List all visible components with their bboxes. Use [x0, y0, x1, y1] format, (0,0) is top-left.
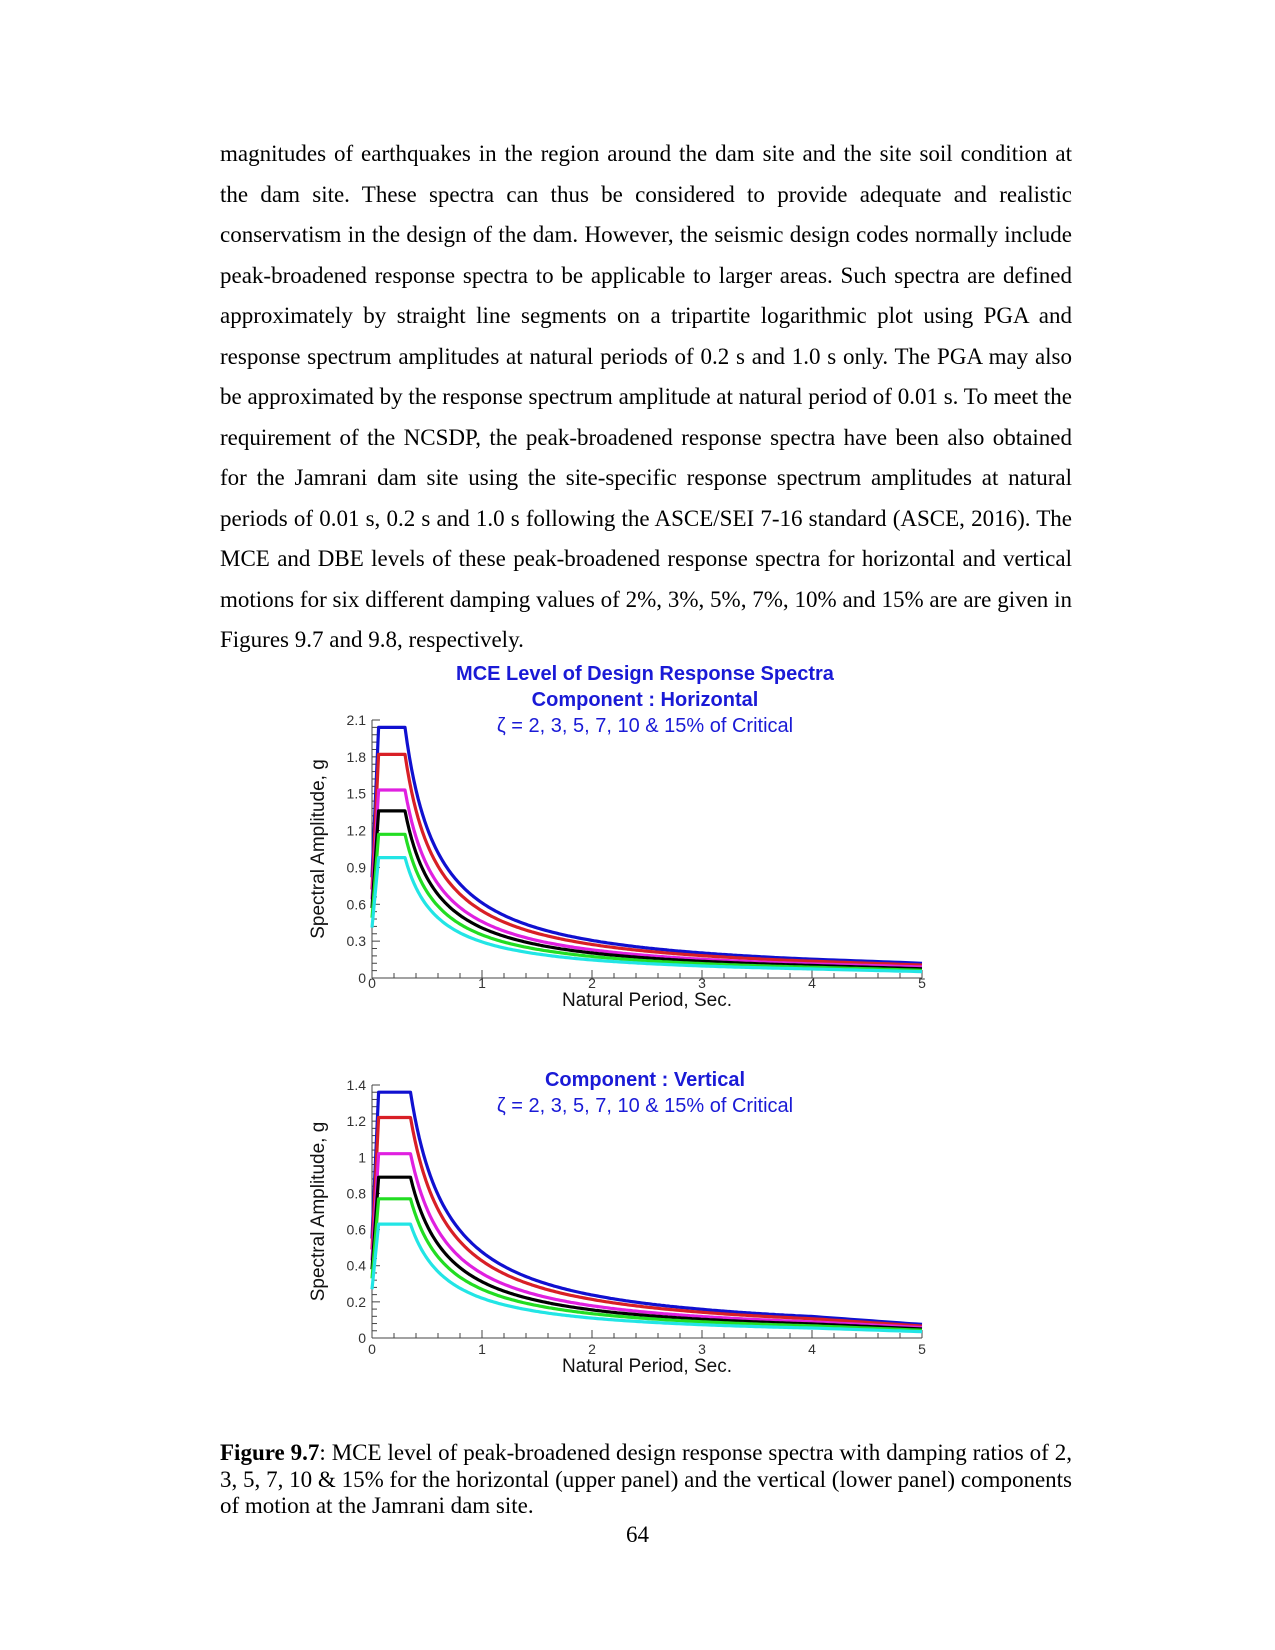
y-tick-label: 0.4 [346, 1257, 366, 1274]
x-tick-label: 3 [698, 975, 706, 991]
y-tick-label: 1.5 [346, 785, 366, 802]
y-tick-label: 0 [358, 1330, 366, 1346]
series-line [372, 754, 922, 965]
y-tick-label: 0.8 [346, 1185, 366, 1202]
x-tick-label: 1 [478, 975, 486, 991]
page-number: 64 [626, 1522, 649, 1547]
series-line [372, 727, 922, 963]
y-tick-label: 0 [358, 970, 366, 986]
y-tick-label: 0.9 [346, 859, 366, 876]
x-tick-label: 5 [918, 1341, 926, 1357]
x-axis-label: Natural Period, Sec. [561, 1356, 733, 1377]
vertical-spectra-chart [0, 1060, 1275, 1430]
x-tick-label: 1 [478, 1341, 486, 1357]
x-tick-label: 5 [918, 975, 926, 991]
y-tick-label: 1.4 [346, 1077, 366, 1093]
x-tick-label: 0 [368, 1341, 376, 1357]
series-line [372, 1092, 922, 1324]
series-line [372, 1154, 922, 1328]
y-tick-label: 2.1 [346, 712, 366, 728]
chart-title-line: Component : Horizontal [531, 689, 759, 711]
y-tick-label: 0.6 [346, 896, 366, 913]
y-tick-label: 0.3 [346, 933, 366, 950]
x-tick-label: 2 [588, 975, 596, 991]
chart-title-line: Component : Vertical [544, 1069, 746, 1091]
y-tick-label: 0.6 [346, 1221, 366, 1238]
y-axis-label: Spectral Amplitude, g [308, 1121, 329, 1302]
x-tick-label: 0 [368, 975, 376, 991]
chart-title-line: ζ = 2, 3, 5, 7, 10 & 15% of Critical [496, 1095, 794, 1117]
y-tick-label: 1.2 [346, 822, 366, 839]
chart-title-line: MCE Level of Design Response Spectra [456, 663, 834, 685]
y-tick-label: 1.2 [346, 1113, 366, 1130]
x-tick-label: 2 [588, 1341, 596, 1357]
x-tick-label: 4 [808, 1341, 816, 1357]
caption-label: Figure 9.7 [220, 1440, 320, 1465]
x-tick-label: 3 [698, 1341, 706, 1357]
y-tick-label: 1.8 [346, 748, 366, 765]
y-axis-label: Spectral Amplitude, g [308, 759, 329, 939]
y-tick-label: 1 [358, 1149, 366, 1166]
horizontal-spectra-chart [0, 650, 1275, 1050]
x-axis-label: Natural Period, Sec. [561, 990, 733, 1011]
caption-text: : MCE level of peak-broadened design response spectra with damping ratios of 2, 3, 5, 7, 10 & 15% for the horizontal (upper panel) and the vertical (lower panel) components of motion at the Jamrani dam site. [220, 1440, 1073, 1518]
x-tick-label: 4 [808, 975, 816, 991]
chart-title-line: ζ = 2, 3, 5, 7, 10 & 15% of Critical [496, 715, 794, 737]
y-tick-label: 0.2 [346, 1293, 366, 1310]
figure-caption [220, 1440, 1072, 1520]
body-paragraph: magnitudes of earthquakes in the region around the dam site and the site soil condition at the dam site. These spectra can thus be considered to provide adequate and realistic conservatism in the design of the dam. However, the seismic design codes normally include peak-broadened response spectra to be applicable to larger areas. Such spectra are defined approximately by straight line segments on a tripartite logarithmic plot using PGA and response spectrum amplitudes at natural periods of 0.2 s and 1.0 s only. The PGA may also be approximated by the response spectrum amplitude at natural period of 0.01 s. To meet the requirement of the NCSDP, the peak-broadened response spectra have been also obtained for the Jamrani dam site using the site-specific response spectrum amplitudes at natural periods of 0.01 s, 0.2 s and 1.0 s following the ASCE/SEI 7-16 standard (ASCE, 2016). The MCE and DBE levels of these peak-broadened response spectra for horizontal and vertical motions for six different damping values of 2%, 3%, 5%, 7%, 10% and 15% are are given in Figures 9.7 and 9.8, respectively. [220, 141, 1072, 652]
